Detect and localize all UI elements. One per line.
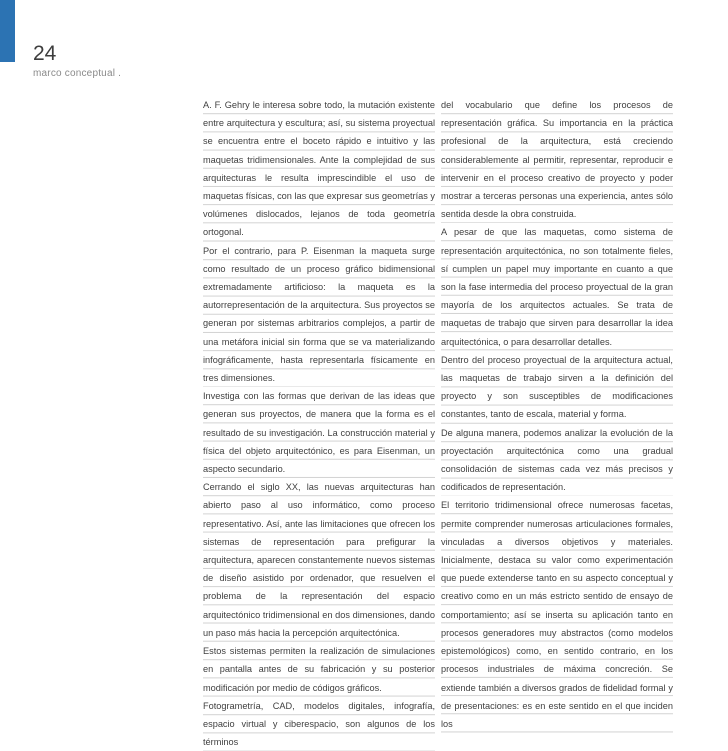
paragraph: Dentro del proceso proyectual de la arquitectura actual, las maquetas de trabajo sirven a la definición del proyecto y son susceptibles de modificaciones constantes, tanto de escala, material y forma. [441,351,673,424]
paragraph: El territorio tridimensional ofrece numerosas facetas, permite comprender numerosas articulaciones formales, vinculadas a diversos objetivos y materiales. Inicialmente, destaca su valor como experimentación que puede extenderse tanto en su aspecto conceptual y creativo como en un más estricto sentido de ensayo de comportamiento; así se inserta su aplicación tanto en procesos generadores muy abstractos (como modelos epistemológicos) como, en sentido contrario, en los procesos industriales de máxima concreción. Se extiende también a diversos grados de fidelidad formal y de presentaciones: es en este sentido en el que inciden los [441,496,673,733]
paragraph: A pesar de que las maquetas, como sistema de representación arquitectónica, no son totalmente fieles, sí cumplen un papel muy importante en cuanto a que son la fase intermedia del proceso proyectual de la gran mayoría de los arquitectos actuales. Se trata de maquetas de trabajo que sirven para desarrollar la idea arquitectónica, o para desarrollar detalles. [441,223,673,350]
paragraph: Fotogrametría, CAD, modelos digitales, infografía, espacio virtual y ciberespacio, son algunos de los términos [203,697,435,751]
paragraph: A. F. Gehry le interesa sobre todo, la mutación existente entre arquitectura y escultura; así, su sistema proyectual se encuentra entre el boceto rápido e intuitivo y las maquetas tridimensionales. Ante la complejidad de sus arquitecturas le resulta imprescindible el uso de maquetas físicas, con las que expresar sus geometrías y volúmenes dislocados, lejanos de toda geometría ortogonal. [203,96,435,242]
section-label: marco conceptual . [33,68,122,79]
page-number: 24 [33,42,57,65]
paragraph: del vocabulario que define los procesos de representación gráfica. Su importancia en la práctica profesional de la arquitectura, está creciendo considerablemente al permitir, representar, reproducir e intervenir en el proceso creativo de proyecto y poder mostrar a terceras personas una experiencia, antes sólo sentida desde la obra construida. [441,96,673,223]
text-column-left [203,96,435,751]
paragraph: Investiga con las formas que derivan de las ideas que generan sus proyectos, de manera que la forma es el resultado de su investigación. La construcción material y física del objeto arquitectónico, es para Eisenman, un aspecto secundario. [203,387,435,478]
paragraph: De alguna manera, podemos analizar la evolución de la proyectación arquitectónica como una gradual consolidación de sistemas cada vez más precisos y codificados de representación. [441,424,673,497]
paragraph: Cerrando el siglo XX, las nuevas arquitecturas han abierto paso al uso informático, como proceso representativo. Así, ante las limitaciones que ofrecen los sistemas de representación para prefigurar la arquitectura, aparecen constantemente nuevos sistemas de diseño asistido por ordenador, que resuelven el problema de la representación del espacio arquitectónico tridimensional en dos dimensiones, dando un paso más hacia la percepción arquitectónica. [203,478,435,642]
paragraph: Estos sistemas permiten la realización de simulaciones en pantalla antes de su fabricación y su posterior modificación por medio de códigos gráficos. [203,642,435,697]
text-column-right [441,96,673,733]
accent-bar [0,0,15,62]
paragraph: Por el contrario, para P. Eisenman la maqueta surge como resultado de un proceso gráfico bidimensional extremadamente artificioso: la maqueta es la autorrepresentación de la arquitectura. Sus proyectos se generan por sistemas arbitrarios complejos, a partir de una metáfora inicial sin forma que se va materializando infográficamente, hasta representarla físicamente en tres dimensiones. [203,242,435,388]
